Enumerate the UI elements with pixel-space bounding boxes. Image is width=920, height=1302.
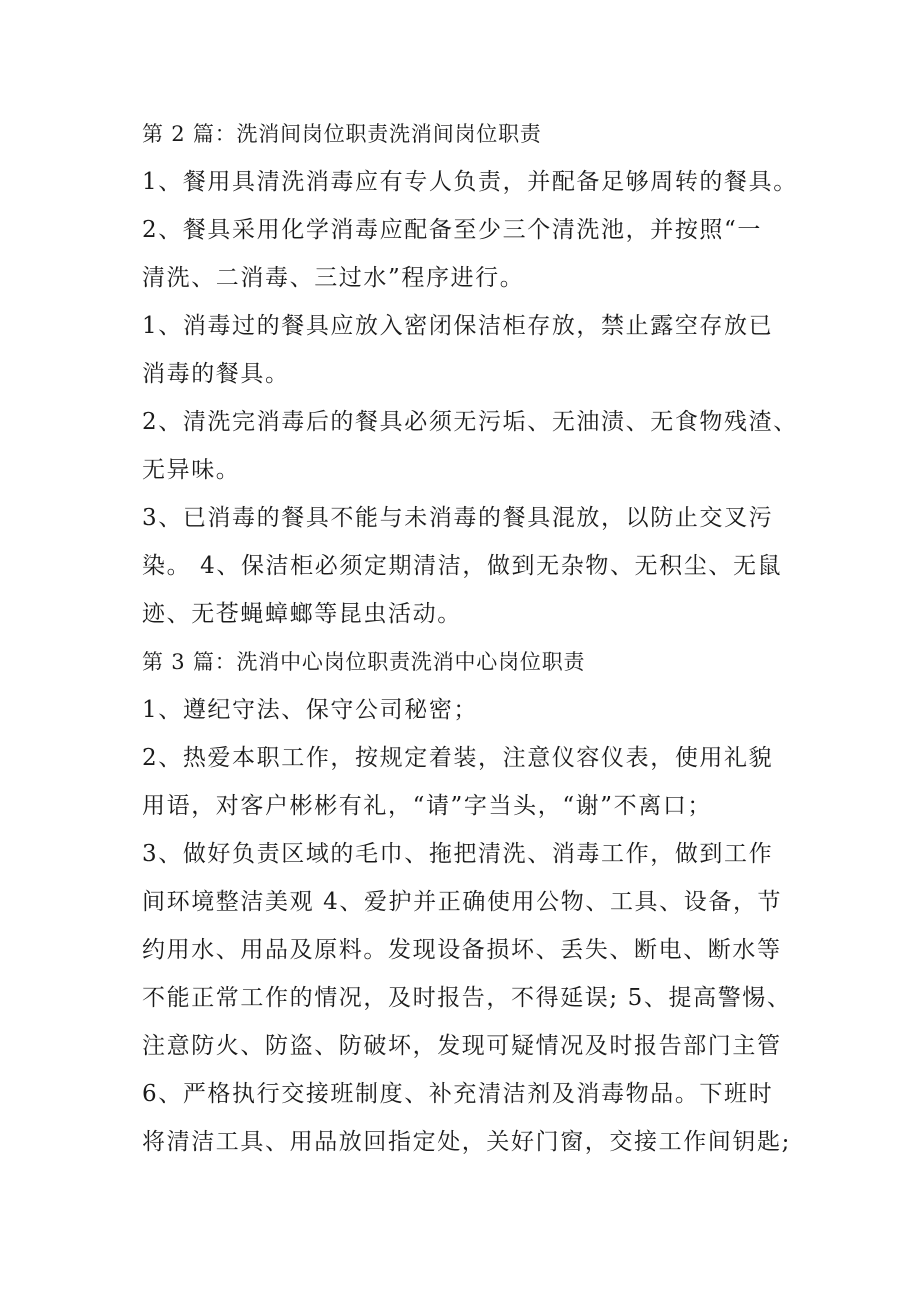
text-line: 间环境整洁美观 4、爱护并正确使用公物、工具、设备，节 [142, 889, 783, 915]
text-line: 3、做好负责区域的毛巾、拖把清洗、消毒工作，做到工作 [142, 841, 774, 867]
text-line: 清洗、二消毒、三过水”程序进行。 [142, 265, 525, 291]
text-line: 3、已消毒的餐具不能与未消毒的餐具混放，以防止交叉污 [142, 505, 774, 531]
text-line: 约用水、用品及原料。发现设备损坏、丢失、断电、断水等 [142, 937, 782, 963]
text-line: 注意防火、防盗、防破坏，发现可疑情况及时报告部门主管 [142, 1033, 782, 1059]
text-line: 6、严格执行交接班制度、补充清洁剂及消毒物品。下班时 [142, 1081, 774, 1107]
text-line: 用语，对客户彬彬有礼，“请”字当头，“谢”不离口； [142, 793, 713, 819]
section-heading-2: 第 2 篇：洗消间岗位职责洗消间岗位职责 [142, 122, 542, 146]
text-line: 不能正常工作的情况，及时报告，不得延误; 5、提高警惕、 [142, 985, 792, 1011]
text-line: 染。 4、保洁柜必须定期清洁，做到无杂物、无积尘、无鼠 [142, 553, 783, 579]
text-line: 1、遵纪守法、保守公司秘密； [142, 697, 479, 723]
text-line: 将清洁工具、用品放回指定处，关好门窗，交接工作间钥匙; [142, 1129, 791, 1155]
text-line: 2、热爱本职工作，按规定着装，注意仪容仪表，使用礼貌 [142, 745, 774, 771]
text-line: 无异味。 [142, 457, 241, 483]
text-line: 消毒的餐具。 [142, 361, 290, 387]
section-heading-3: 第 3 篇：洗消中心岗位职责洗消中心岗位职责 [142, 650, 586, 674]
text-line: 2、餐具采用化学消毒应配备至少三个清洗池，并按照“一 [142, 217, 762, 243]
text-line: 2、清洗完消毒后的餐具必须无污垢、无油渍、无食物残渣、 [142, 409, 798, 435]
text-line: 1、餐用具清洗消毒应有专人负责，并配备足够周转的餐具。 [142, 169, 798, 195]
text-line: 迹、无苍蝇蟑螂等昆虫活动。 [142, 601, 462, 627]
text-line: 1、消毒过的餐具应放入密闭保洁柜存放，禁止露空存放已 [142, 313, 774, 339]
